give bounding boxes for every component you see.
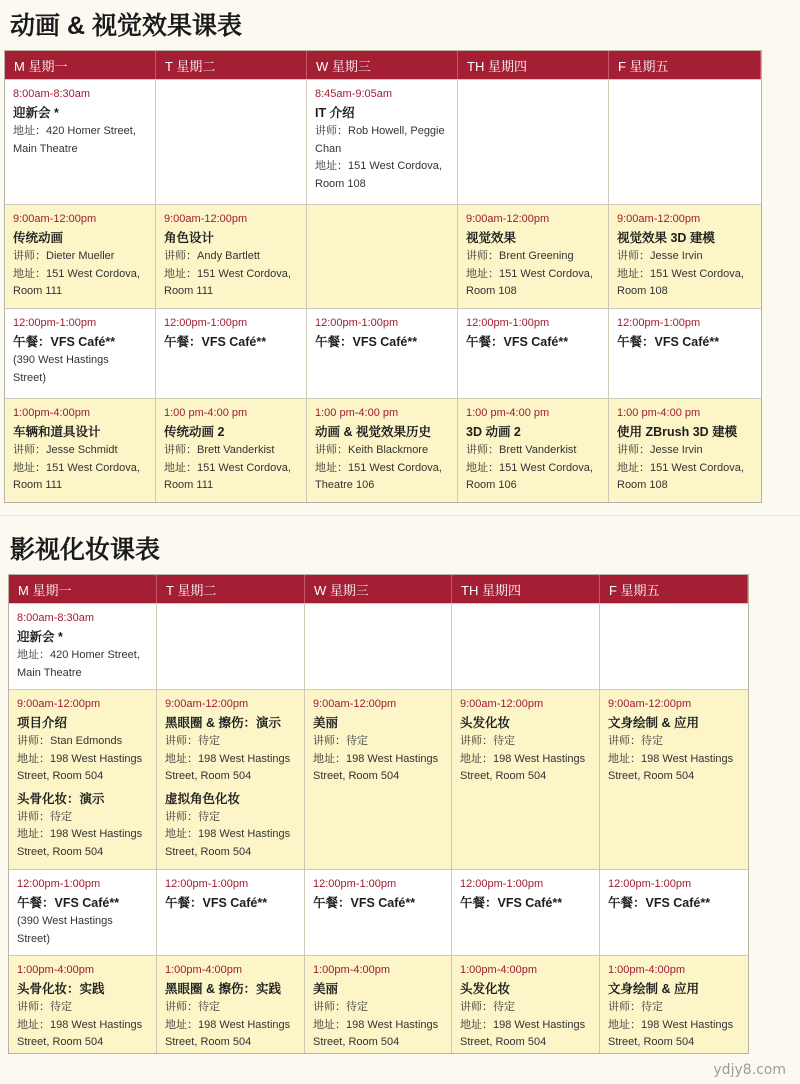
day-header: F 星期五 [600,575,748,603]
empty-schedule-cell [600,603,748,689]
session-detail: Street, Room 504 [313,770,400,782]
session-time: 1:00pm-4:00pm [165,964,243,976]
session-detail: Street, Room 504 [165,845,252,858]
session-time: 12:00pm-1:00pm [608,878,692,890]
empty-schedule-cell [307,204,458,308]
session-title: 午餐：VFS Café** [313,896,416,910]
schedule-cell [157,955,305,1053]
schedule-cell [458,308,609,398]
empty-schedule-cell [452,603,600,689]
session-time: 9:00am-12:00pm [164,213,248,225]
session-time: 1:00 pm-4:00 pm [315,407,399,419]
day-header: TH 星期四 [452,575,600,603]
session-detail: 地址：151 West Cordova, [466,267,593,280]
schedule-cell [5,79,156,204]
session-title: 头骨化妆：演示 [17,791,105,806]
session-title: 3D 动画 2 [466,425,521,439]
session-detail: Room 111 [164,285,214,297]
session-detail: Street) [17,932,51,945]
session-detail: Main Theatre [17,666,82,679]
session-detail: 地址：151 West Cordova, [617,267,744,280]
section-divider [0,515,800,516]
session-detail: 地址：198 West Hastings [608,752,734,765]
session-detail: Room 111 [13,479,63,491]
session-detail: Main Theatre [13,142,78,155]
session-time: 1:00pm-4:00pm [608,964,686,976]
session-title: 午餐：VFS Café** [608,896,711,910]
session-title: 午餐：VFS Café** [17,896,120,910]
day-header: W 星期三 [305,575,452,603]
session-time: 9:00am-12:00pm [165,698,249,710]
session-title: 美丽 [313,716,339,730]
empty-schedule-cell [458,79,609,204]
schedule-cell [307,308,458,398]
session-time: 1:00 pm-4:00 pm [466,407,550,419]
session-detail: 地址：151 West Cordova, [164,267,291,280]
session-time: 1:00pm-4:00pm [13,407,91,419]
session-time: 1:00pm-4:00pm [313,964,391,976]
session-detail: Street, Room 504 [17,770,104,782]
schedule-cell [452,955,600,1053]
session-detail: Room 108 [617,285,668,297]
session-detail: 讲师：Brent Greening [466,250,574,262]
schedule-cell [5,308,156,398]
session-detail: 讲师：待定 [165,810,220,823]
session-title: 车辆和道具设计 [13,425,101,439]
session-detail: 讲师：Brett Vanderkist [466,444,577,456]
schedule-cell [157,689,305,869]
schedule-cell [452,869,600,955]
session-detail: 地址：198 West Hastings [17,828,143,840]
session-time: 12:00pm-1:00pm [17,878,101,890]
session-detail: 讲师：待定 [165,1001,220,1013]
session-detail: 地址：420 Homer Street, [17,649,140,661]
session-detail: 地址：151 West Cordova, [13,267,140,280]
session-time: 9:00am-12:00pm [460,698,544,710]
day-header: W 星期三 [307,51,458,79]
session-time: 12:00pm-1:00pm [13,317,97,329]
schedule-cell [609,398,761,502]
session-detail: Street, Room 504 [17,1036,104,1048]
session-time: 9:00am-12:00pm [13,213,97,225]
session-detail: Street) [13,371,47,384]
session-detail: Street, Room 504 [17,845,104,858]
session-time: 12:00pm-1:00pm [164,317,248,329]
session-detail: 讲师：待定 [608,735,663,747]
session-detail: 地址：151 West Cordova, [617,461,744,474]
session-title: 角色设计 [164,231,215,245]
session-title: 午餐：VFS Café** [315,335,418,349]
session-title: 午餐：VFS Café** [466,335,569,349]
session-title: 迎新会 * [17,630,63,644]
session-title: 文身绘制 & 应用 [608,716,699,730]
schedule-cell [156,204,307,308]
session-title: 午餐：VFS Café** [13,335,116,349]
day-header: F 星期五 [609,51,761,79]
watermark-text: ydjy8.com [713,1062,786,1078]
day-header: M 星期一 [9,575,157,603]
day-header: M 星期一 [5,51,156,79]
session-time: 1:00pm-4:00pm [460,964,538,976]
session-detail: 讲师：Keith Blackmore [315,444,429,456]
schedule-table-animation-vfx [4,50,762,503]
session-title: 头发化妆 [460,982,511,996]
schedule-cell [452,689,600,869]
schedule-cell [5,398,156,502]
session-detail: (390 West Hastings [17,915,113,927]
session-time: 9:00am-12:00pm [313,698,397,710]
session-detail: Street, Room 504 [460,1036,547,1048]
day-header: T 星期二 [157,575,305,603]
session-title: 项目介绍 [17,716,68,730]
session-detail: 地址：198 West Hastings [17,1018,143,1031]
empty-schedule-cell [156,79,307,204]
session-detail: 地址：198 West Hastings [460,1018,586,1031]
session-title: 使用 ZBrush 3D 建模 [617,425,738,439]
session-detail: 地址：151 West Cordova, [315,461,442,474]
session-detail: 讲师：待定 [313,735,368,747]
session-time: 12:00pm-1:00pm [313,878,397,890]
session-detail: 讲师：待定 [460,735,515,747]
session-detail: 讲师：Stan Edmonds [17,735,123,747]
session-time: 8:00am-8:30am [13,88,91,100]
session-time: 1:00 pm-4:00 pm [164,407,248,419]
session-detail: 讲师：待定 [17,810,72,823]
session-title: 视觉效果 3D 建模 [617,231,715,245]
session-time: 12:00pm-1:00pm [315,317,399,329]
schedule-table-film-makeup [8,574,749,1054]
session-title: 黑眼圈 & 擦伤：实践 [165,982,281,996]
session-time: 9:00am-12:00pm [608,698,692,710]
schedule-cell [157,869,305,955]
schedule-cell [458,398,609,502]
schedule-cell [156,308,307,398]
session-detail: 讲师：待定 [313,1001,368,1013]
session-detail: 地址：198 West Hastings [165,752,291,765]
section-title-animation-vfx: 动画 & 视觉效果课表 [10,12,242,40]
session-detail: 讲师：Andy Bartlett [164,250,260,262]
schedule-cell [600,869,748,955]
session-detail: 讲师：Jesse Schmidt [13,444,118,456]
empty-schedule-cell [305,603,452,689]
session-detail: Room 111 [13,285,63,297]
session-detail: 地址：151 West Cordova, [13,461,140,474]
session-detail: Theatre 106 [315,479,375,491]
session-detail: 地址：198 West Hastings [460,752,586,765]
session-detail: 地址：151 West Cordova, [315,160,442,172]
session-detail: Street, Room 504 [460,770,547,782]
day-header: TH 星期四 [458,51,609,79]
schedule-cell [307,398,458,502]
schedule-cell [9,689,157,869]
session-title: 视觉效果 [466,231,517,245]
session-title: 迎新会 * [13,106,59,120]
schedule-cell [5,204,156,308]
session-time: 12:00pm-1:00pm [165,878,249,890]
session-time: 12:00pm-1:00pm [617,317,701,329]
session-title: 头骨化妆：实践 [17,982,105,996]
session-detail: Chan [315,142,342,155]
session-title: 虚拟角色化妆 [165,791,241,806]
day-header: T 星期二 [156,51,307,79]
session-detail: 讲师：待定 [608,1001,663,1013]
schedule-cell [305,689,452,869]
schedule-cell [156,398,307,502]
session-detail: Room 106 [466,479,517,491]
session-detail: 地址：198 West Hastings [165,828,291,840]
session-title: 传统动画 [13,231,64,245]
schedule-cell [9,869,157,955]
schedule-cell [600,689,748,869]
section-title-film-makeup: 影视化妆课表 [10,536,161,564]
session-detail: Room 108 [617,479,668,491]
session-detail: Street, Room 504 [165,770,252,782]
session-detail: 讲师：Brett Vanderkist [164,444,275,456]
session-detail: Street, Room 504 [608,1036,695,1048]
session-title: 头发化妆 [460,716,511,730]
session-detail: Street, Room 504 [165,1036,252,1048]
session-title: 午餐：VFS Café** [164,335,267,349]
session-title: IT 介绍 [315,106,355,120]
session-title: 黑眼圈 & 擦伤：演示 [165,716,281,730]
schedule-cell [609,204,761,308]
session-detail: 地址：198 West Hastings [313,752,439,765]
session-time: 1:00pm-4:00pm [17,964,95,976]
session-time: 9:00am-12:00pm [17,698,101,710]
session-detail: 地址：151 West Cordova, [466,461,593,474]
empty-schedule-cell [157,603,305,689]
session-detail: Room 108 [466,285,517,297]
session-title: 午餐：VFS Café** [165,896,268,910]
session-detail: Room 111 [164,479,214,491]
session-title: 午餐：VFS Café** [460,896,563,910]
schedule-cell [305,955,452,1053]
session-detail: 讲师：待定 [460,1001,515,1013]
session-detail: 讲师：Jesse Irvin [617,250,703,262]
session-title: 动画 & 视觉效果历史 [315,425,431,439]
schedule-cell [609,308,761,398]
session-title: 午餐：VFS Café** [617,335,720,349]
session-detail: 地址：198 West Hastings [165,1018,291,1031]
session-time: 1:00 pm-4:00 pm [617,407,701,419]
session-time: 12:00pm-1:00pm [460,878,544,890]
session-detail: Street, Room 504 [313,1036,400,1048]
schedule-cell [458,204,609,308]
schedule-cell [600,955,748,1053]
session-detail: 地址：420 Homer Street, [13,125,136,137]
session-title: 文身绘制 & 应用 [608,982,699,996]
session-detail: 讲师：待定 [17,1001,72,1013]
session-time: 8:45am-9:05am [315,88,393,100]
schedule-cell [307,79,458,204]
session-detail: 讲师：Rob Howell, Peggie [315,125,445,137]
session-detail: (390 West Hastings [13,354,109,366]
session-time: 8:00am-8:30am [17,612,95,624]
session-detail: Room 108 [315,177,366,190]
session-time: 12:00pm-1:00pm [466,317,550,329]
session-detail: 讲师：待定 [165,735,220,747]
session-detail: Street, Room 504 [608,770,695,782]
session-time: 9:00am-12:00pm [466,213,550,225]
session-detail: 地址：198 West Hastings [608,1018,734,1031]
session-title: 美丽 [313,982,339,996]
session-title: 传统动画 2 [164,425,225,439]
session-detail: 地址：198 West Hastings [313,1018,439,1031]
session-time: 9:00am-12:00pm [617,213,701,225]
session-detail: 讲师：Dieter Mueller [13,250,115,262]
session-detail: 地址：151 West Cordova, [164,461,291,474]
session-detail: 讲师：Jesse Irvin [617,444,703,456]
schedule-cell [305,869,452,955]
session-detail: 地址：198 West Hastings [17,752,143,765]
schedule-cell [9,603,157,689]
empty-schedule-cell [609,79,761,204]
schedule-cell [9,955,157,1053]
